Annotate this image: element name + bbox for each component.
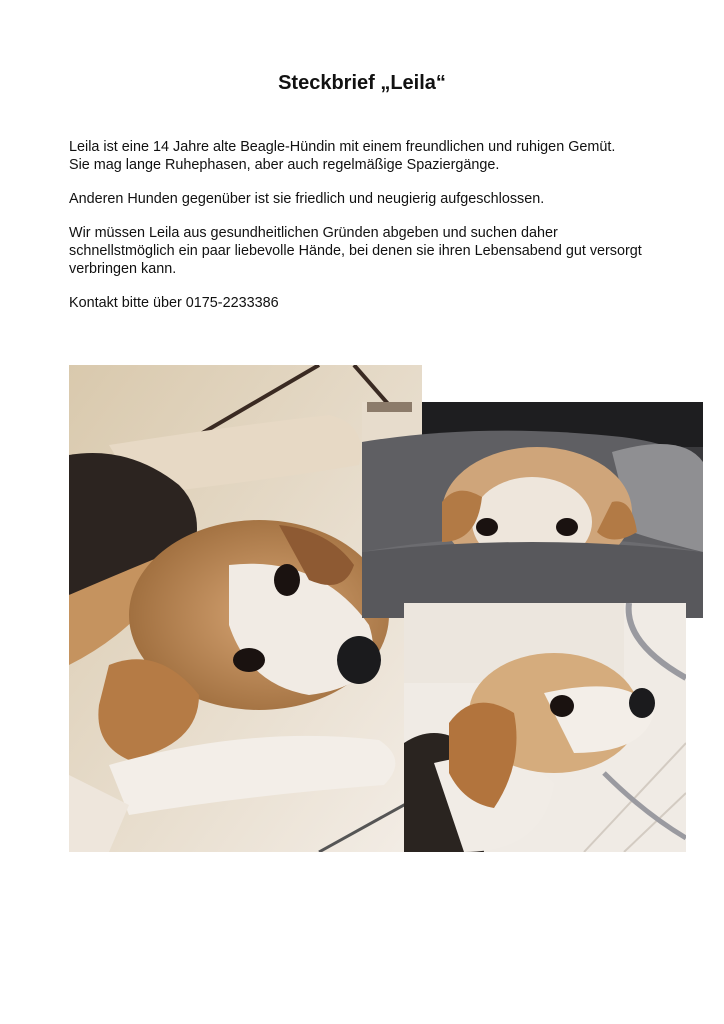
reason-paragraph: Wir müssen Leila aus gesundheitlichen Gründen abgeben und suchen daher schnellstmöglich ein paar liebevolle Hände, bei denen sie ihren Lebensabend gut versorgt verbringen kann. xyxy=(69,225,642,277)
description-text xyxy=(69,138,659,328)
temperament-paragraph: Anderen Hunden gegenüber ist sie friedlich und neugierig aufgeschlossen. xyxy=(69,191,545,207)
beagle-looking-up-photo xyxy=(404,603,686,852)
intro-paragraph xyxy=(69,138,659,174)
contact-paragraph: Kontakt bitte über 0175-2233386 xyxy=(69,295,279,311)
beagle-in-bed-photo xyxy=(362,402,703,618)
page-title: Steckbrief „Leila“ xyxy=(278,72,446,94)
intro-line-2: Sie mag lange Ruhephasen, aber auch regelmäßige Spaziergänge. xyxy=(69,157,500,173)
intro-line-1: Leila ist eine 14 Jahre alte Beagle-Hündin mit einem freundlichen und ruhigen Gemüt. xyxy=(69,139,616,155)
